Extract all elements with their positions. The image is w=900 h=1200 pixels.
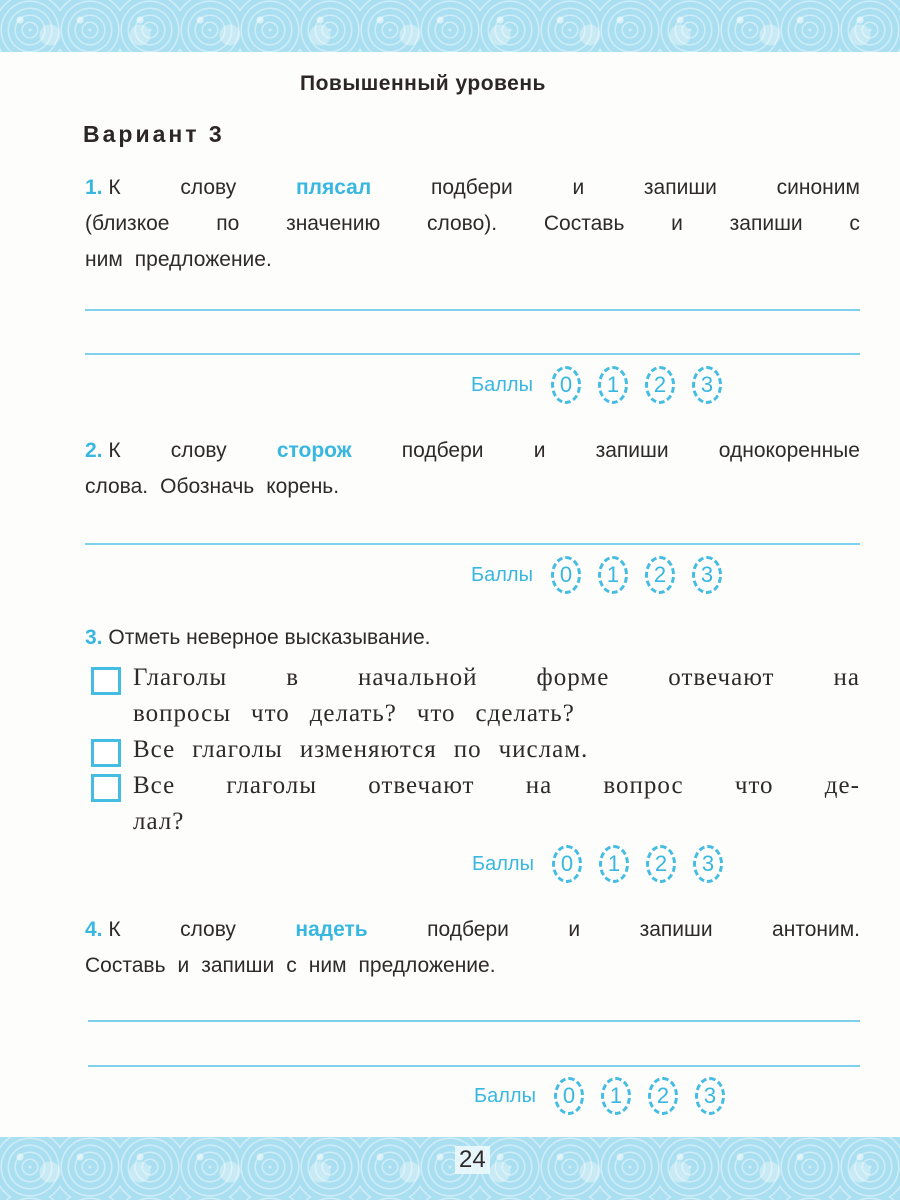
score-row-task-1 (471, 366, 739, 404)
task-4-line-1: 4. К слову надеть подбери и запиши антоним. (85, 912, 860, 948)
option-3-line-2: лал? (133, 808, 185, 835)
decorative-header-band (0, 0, 900, 52)
task-2-line-1: 2. К слову сторож подбери и запиши однокоренные (85, 433, 860, 469)
option-1-line-2: вопросы что делать? что сделать? (133, 700, 575, 727)
task-3 (85, 620, 860, 656)
score-option-0[interactable]: 0 (552, 845, 582, 883)
task-1 (85, 170, 860, 278)
option-3-line-1: Все глаголы отвечают на вопрос что де- (133, 772, 860, 799)
level-title: Повышенный уровень (300, 72, 546, 95)
score-option-2[interactable]: 2 (648, 1077, 678, 1115)
answer-line[interactable] (88, 1020, 860, 1022)
answer-line[interactable] (85, 353, 860, 355)
task-1-line-1: 1. К слову плясал подбери и запиши синоним (85, 170, 860, 206)
keyword: сторож (276, 439, 352, 462)
option-3-checkbox[interactable] (91, 774, 121, 802)
task-2 (85, 433, 860, 505)
option-2-checkbox[interactable] (91, 739, 121, 767)
score-option-2[interactable]: 2 (646, 845, 676, 883)
score-option-1[interactable]: 1 (601, 1077, 631, 1115)
score-option-0[interactable]: 0 (554, 1077, 584, 1115)
answer-line[interactable] (88, 1065, 860, 1067)
keyword: надеть (295, 918, 368, 941)
option-2-line-1: Все глаголы изменяются по числам. (133, 736, 589, 763)
decorative-footer-band (0, 1137, 900, 1200)
score-option-2[interactable]: 2 (645, 556, 675, 594)
score-option-3[interactable]: 3 (693, 845, 723, 883)
score-option-3[interactable]: 3 (692, 556, 722, 594)
score-label: Баллы (471, 563, 533, 586)
keyword: плясал (295, 176, 372, 199)
score-row-task-4 (474, 1077, 742, 1115)
task-number: 2. (85, 439, 103, 462)
score-option-1[interactable]: 1 (599, 845, 629, 883)
answer-line[interactable] (85, 309, 860, 311)
answer-line[interactable] (85, 543, 860, 545)
task-4-line-2: Составь и запиши с ним предложение. (85, 954, 496, 977)
score-row-task-2 (471, 556, 739, 594)
score-option-3[interactable]: 3 (692, 366, 722, 404)
task-number: 3. (85, 626, 103, 649)
score-option-1[interactable]: 1 (598, 366, 628, 404)
task-number: 1. (85, 176, 103, 199)
option-1-checkbox[interactable] (91, 667, 121, 695)
task-3-prompt: 3. Отметь неверное высказывание. (85, 626, 431, 649)
score-option-2[interactable]: 2 (645, 366, 675, 404)
task-2-line-2: слова. Обозначь корень. (85, 475, 340, 498)
score-label: Баллы (471, 373, 533, 396)
score-option-3[interactable]: 3 (695, 1077, 725, 1115)
task-4 (85, 912, 860, 984)
variant-title: Вариант 3 (83, 121, 225, 147)
score-option-1[interactable]: 1 (598, 556, 628, 594)
option-1-line-1: Глаголы в начальной форме отвечают на (133, 664, 860, 691)
score-label: Баллы (472, 852, 534, 875)
score-option-0[interactable]: 0 (551, 366, 581, 404)
score-option-0[interactable]: 0 (551, 556, 581, 594)
score-label: Баллы (474, 1084, 536, 1107)
task-1-line-3: ним предложение. (85, 248, 272, 271)
task-number: 4. (85, 918, 103, 941)
task-1-line-2: (близкое по значению слово). Составь и запиши с (85, 212, 860, 235)
score-row-task-3 (472, 845, 740, 883)
page-number: 24 (455, 1146, 490, 1174)
